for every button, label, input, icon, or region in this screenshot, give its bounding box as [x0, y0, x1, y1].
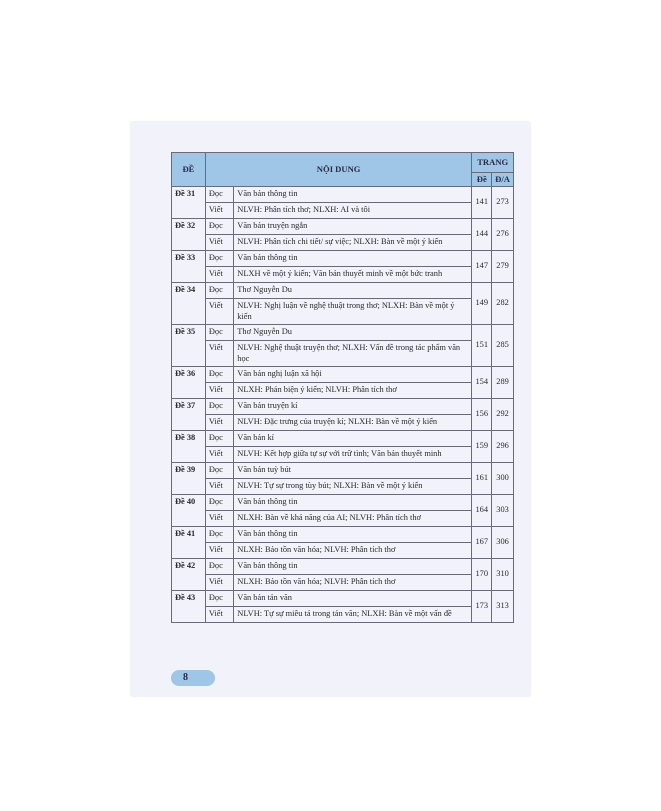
viet-content: NLVH: Đặc trưng của truyện kí; NLXH: Bàn về một ý kiến [234, 415, 472, 431]
table-row [172, 383, 514, 399]
table-row [172, 447, 514, 463]
table-row [172, 431, 514, 447]
table-row [172, 543, 514, 559]
table-body [172, 187, 514, 623]
table-row [172, 591, 514, 607]
exam-id: Đề 35 [172, 325, 206, 367]
page-da: 313 [492, 591, 514, 623]
page-de: 149 [472, 283, 492, 325]
page-de: 173 [472, 591, 492, 623]
table-row [172, 341, 514, 367]
exam-id: Đề 41 [172, 527, 206, 559]
type-viet: Viết [205, 235, 233, 251]
type-doc: Đọc [205, 559, 233, 575]
exam-id: Đề 38 [172, 431, 206, 463]
type-doc: Đọc [205, 431, 233, 447]
table-row [172, 367, 514, 383]
header-de: ĐỀ [172, 153, 206, 187]
page-de: 141 [472, 187, 492, 219]
type-doc: Đọc [205, 463, 233, 479]
type-viet: Viết [205, 479, 233, 495]
viet-content: NLVH: Nghị luận về nghệ thuật trong thơ; NLXH: Bàn về một ý kiến [234, 299, 472, 325]
viet-content: NLXH: Bảo tồn văn hóa; NLVH: Phân tích thơ [234, 543, 472, 559]
doc-content: Văn bản thông tin [234, 187, 472, 203]
page-da: 292 [492, 399, 514, 431]
type-doc: Đọc [205, 325, 233, 341]
book-page [131, 122, 530, 696]
viet-content: NLVH: Kết hợp giữa tự sự với trữ tình; Văn bản thuyết minh [234, 447, 472, 463]
type-doc: Đọc [205, 283, 233, 299]
exam-id: Đề 31 [172, 187, 206, 219]
page-da: 306 [492, 527, 514, 559]
table-row [172, 251, 514, 267]
page-da: 310 [492, 559, 514, 591]
table-row [172, 527, 514, 543]
page-da: 296 [492, 431, 514, 463]
page-da: 282 [492, 283, 514, 325]
doc-content: Thơ Nguyễn Du [234, 325, 472, 341]
exam-id: Đề 39 [172, 463, 206, 495]
type-doc: Đọc [205, 399, 233, 415]
page-de: 170 [472, 559, 492, 591]
type-viet: Viết [205, 415, 233, 431]
viet-content: NLXH: Phản biện ý kiến; NLVH: Phân tích thơ [234, 383, 472, 399]
table-row [172, 299, 514, 325]
table-row [172, 399, 514, 415]
page-da: 303 [492, 495, 514, 527]
table-row [172, 479, 514, 495]
table-row [172, 575, 514, 591]
page-de: 161 [472, 463, 492, 495]
header-noi-dung: NỘI DUNG [205, 153, 472, 187]
contents-table [171, 152, 514, 623]
doc-content: Văn bản truyện kí [234, 399, 472, 415]
page-de: 156 [472, 399, 492, 431]
type-doc: Đọc [205, 591, 233, 607]
page-da: 285 [492, 325, 514, 367]
doc-content: Văn bản nghị luận xã hội [234, 367, 472, 383]
doc-content: Thơ Nguyễn Du [234, 283, 472, 299]
type-viet: Viết [205, 299, 233, 325]
table-row [172, 415, 514, 431]
header-col-de: Đề [472, 173, 492, 187]
type-viet: Viết [205, 447, 233, 463]
doc-content: Văn bản tuỳ bút [234, 463, 472, 479]
viet-content: NLVH: Nghệ thuật truyện thơ; NLXH: Vấn đề trong tác phẩm văn học [234, 341, 472, 367]
exam-id: Đề 36 [172, 367, 206, 399]
type-viet: Viết [205, 203, 233, 219]
doc-content: Văn bản thông tin [234, 559, 472, 575]
page-da: 276 [492, 219, 514, 251]
doc-content: Văn bản thông tin [234, 251, 472, 267]
table-row [172, 559, 514, 575]
table-row [172, 235, 514, 251]
type-viet: Viết [205, 607, 233, 623]
table-row [172, 187, 514, 203]
header-trang: TRANG [472, 153, 514, 173]
page-da: 300 [492, 463, 514, 495]
table-row [172, 325, 514, 341]
viet-content: NLVH: Tự sự miêu tả trong tản văn; NLXH: Bàn về một vấn đề [234, 607, 472, 623]
doc-content: Văn bản kí [234, 431, 472, 447]
page-da: 279 [492, 251, 514, 283]
doc-content: Văn bản thông tin [234, 527, 472, 543]
type-viet: Viết [205, 511, 233, 527]
type-viet: Viết [205, 543, 233, 559]
page-de: 167 [472, 527, 492, 559]
type-viet: Viết [205, 383, 233, 399]
type-doc: Đọc [205, 495, 233, 511]
header-col-da: Đ/A [492, 173, 514, 187]
table-row [172, 267, 514, 283]
type-doc: Đọc [205, 251, 233, 267]
type-viet: Viết [205, 341, 233, 367]
viet-content: NLXH: Bảo tồn văn hóa; NLVH: Phân tích thơ [234, 575, 472, 591]
viet-content: NLVH: Phân tích chi tiết/ sự việc; NLXH: Bàn về một ý kiến [234, 235, 472, 251]
type-viet: Viết [205, 575, 233, 591]
type-doc: Đọc [205, 219, 233, 235]
page-de: 151 [472, 325, 492, 367]
viet-content: NLXH về một ý kiến; Văn bản thuyết minh về một bức tranh [234, 267, 472, 283]
page-de: 164 [472, 495, 492, 527]
exam-id: Đề 32 [172, 219, 206, 251]
type-doc: Đọc [205, 527, 233, 543]
page-de: 159 [472, 431, 492, 463]
type-doc: Đọc [205, 187, 233, 203]
viet-content: NLXH: Bàn về khả năng của AI; NLVH: Phân tích thơ [234, 511, 472, 527]
table-row [172, 495, 514, 511]
viet-content: NLVH: Phân tích thơ; NLXH: AI và tôi [234, 203, 472, 219]
exam-id: Đề 40 [172, 495, 206, 527]
exam-id: Đề 43 [172, 591, 206, 623]
page-de: 154 [472, 367, 492, 399]
exam-id: Đề 42 [172, 559, 206, 591]
exam-id: Đề 37 [172, 399, 206, 431]
page-de: 144 [472, 219, 492, 251]
doc-content: Văn bản tản văn [234, 591, 472, 607]
type-doc: Đọc [205, 367, 233, 383]
table-row [172, 203, 514, 219]
doc-content: Văn bản truyện ngắn [234, 219, 472, 235]
table-row [172, 607, 514, 623]
table-row [172, 511, 514, 527]
doc-content: Văn bản thông tin [234, 495, 472, 511]
exam-id: Đề 34 [172, 283, 206, 325]
page-number: 8 [171, 670, 215, 686]
viet-content: NLVH: Tự sự trong tùy bút; NLXH: Bàn về một ý kiến [234, 479, 472, 495]
table-row [172, 283, 514, 299]
type-viet: Viết [205, 267, 233, 283]
page-de: 147 [472, 251, 492, 283]
table-row [172, 463, 514, 479]
table-row [172, 219, 514, 235]
page-da: 289 [492, 367, 514, 399]
exam-id: Đề 33 [172, 251, 206, 283]
page-da: 273 [492, 187, 514, 219]
